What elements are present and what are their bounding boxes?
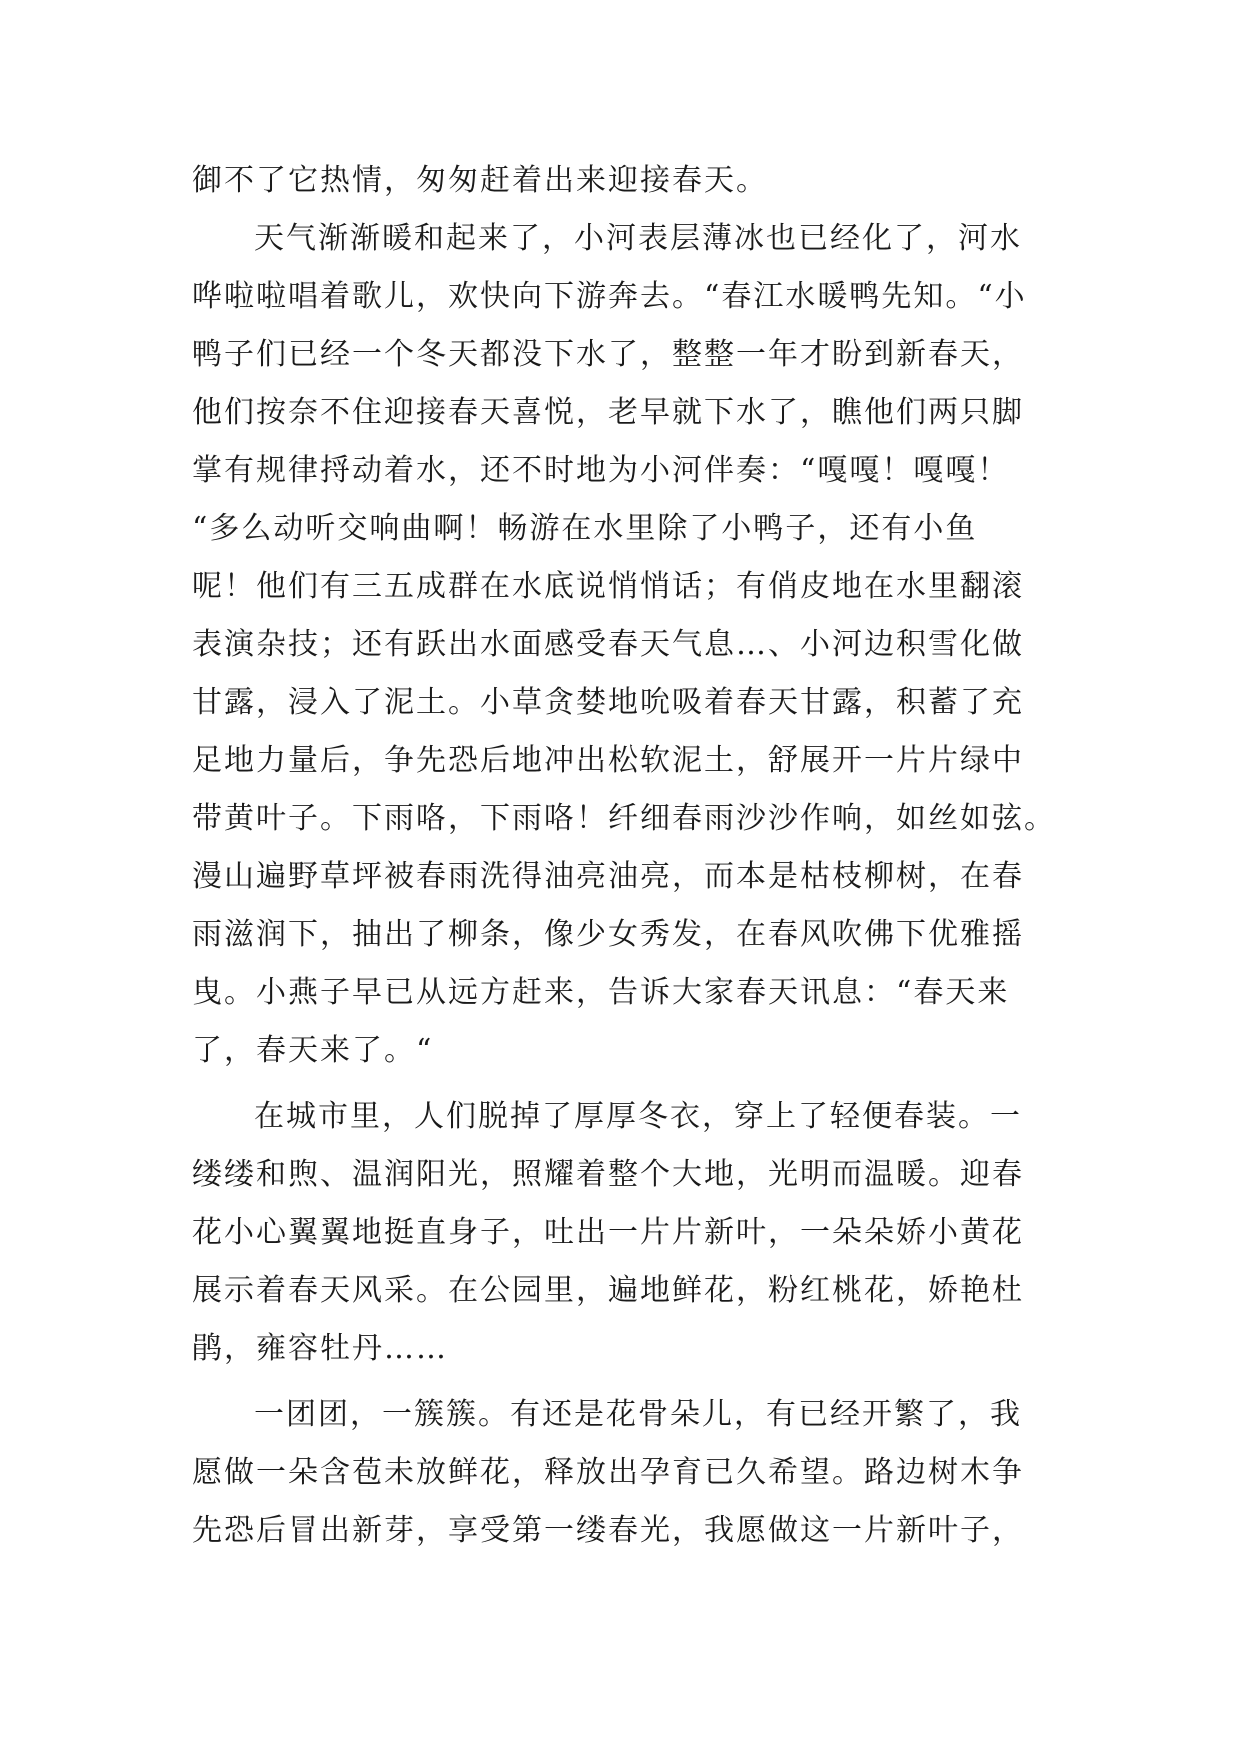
text-line: 足地力量后，争先恐后地冲出松软泥土，舒展开一片片绿中: [192, 743, 1024, 778]
text-line: 甘露，浸入了泥土。小草贪婪地吮吸着春天甘露，积蓄了充: [192, 685, 1024, 720]
text-line: 掌有规律捋动着水，还不时地为小河伴奏：“嘎嘎！嘎嘎！: [192, 453, 1010, 488]
paragraph-start-line: 在城市里，人们脱掉了厚厚冬衣，穿上了轻便春装。一: [254, 1099, 1022, 1134]
text-line: 雨滋润下，抽出了柳条，像少女秀发，在春风吹佛下优雅摇: [192, 917, 1024, 952]
text-line: 先恐后冒出新芽，享受第一缕春光，我愿做这一片新叶子，: [192, 1513, 1024, 1548]
text-line: 带黄叶子。下雨咯，下雨咯！纤细春雨沙沙作响，如丝如弦。: [192, 801, 1056, 836]
text-line: 了，春天来了。“: [192, 1033, 434, 1068]
text-line: 呢！他们有三五成群在水底说悄悄话；有俏皮地在水里翻滚: [192, 569, 1024, 604]
text-line: “多么动听交响曲啊！畅游在水里除了小鸭子，还有小鱼: [192, 511, 978, 546]
text-line: 他们按奈不住迎接春天喜悦，老早就下水了，瞧他们两只脚: [192, 395, 1024, 430]
text-line: 哗啦啦唱着歌儿，欢快向下游奔去。“春江水暖鸭先知。“小: [192, 279, 1027, 314]
text-line: 漫山遍野草坪被春雨洗得油亮油亮，而本是枯枝柳树，在春: [192, 859, 1024, 894]
text-line: 御不了它热情，匆匆赶着出来迎接春天。: [192, 163, 768, 198]
text-line: 缕缕和煦、温润阳光，照耀着整个大地，光明而温暖。迎春: [192, 1157, 1024, 1192]
text-line: 展示着春天风采。在公园里，遍地鲜花，粉红桃花，娇艳杜: [192, 1273, 1024, 1308]
text-line: 鹃，雍容牡丹……: [192, 1331, 448, 1366]
text-line: 曳。小燕子早已从远方赶来，告诉大家春天讯息：“春天来: [192, 975, 1010, 1010]
paragraph-start-line: 一团团，一簇簇。有还是花骨朵儿，有已经开繁了，我: [254, 1397, 1022, 1432]
text-line: 愿做一朵含苞未放鲜花，释放出孕育已久希望。路边树木争: [192, 1455, 1024, 1490]
paragraph-start-line: 天气渐渐暖和起来了，小河表层薄冰也已经化了，河水: [254, 221, 1022, 256]
text-line: 鸭子们已经一个冬天都没下水了，整整一年才盼到新春天，: [192, 337, 1024, 372]
body-text: [192, 152, 1056, 1560]
text-line: 表演杂技；还有跃出水面感受春天气息…、小河边积雪化做: [192, 627, 1024, 662]
text-line: 花小心翼翼地挺直身子，吐出一片片新叶，一朵朵娇小黄花: [192, 1215, 1024, 1250]
